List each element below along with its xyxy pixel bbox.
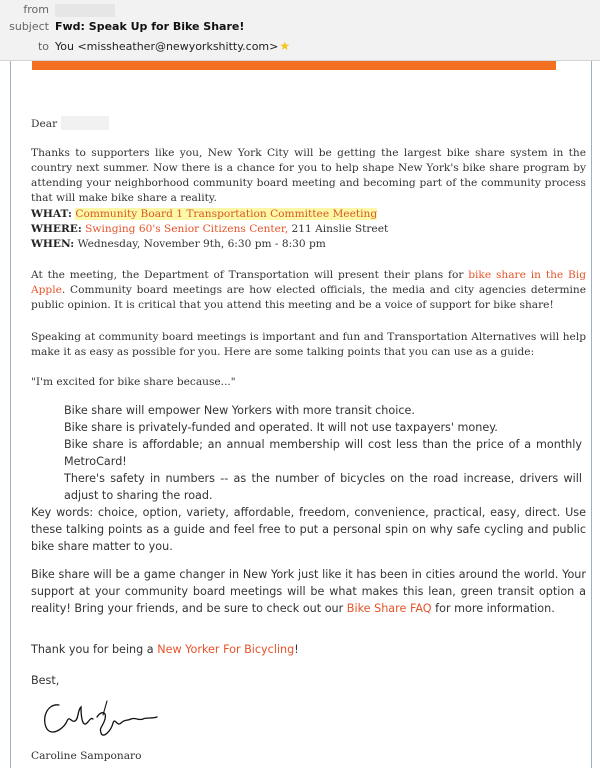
meeting-paragraph [31, 268, 586, 313]
recipient-name-redacted [61, 116, 109, 130]
what-label: WHAT: [31, 208, 72, 220]
list-item: Bike share is affordable; an annual membership will cost less than the price of a monthly MetroCard! [64, 438, 582, 468]
meeting-text-b: . Community board meetings are how elected officials, the media and city agencies determine public opinion. It is critical that you attend this meeting and be a voice of support for bike share! [31, 284, 586, 311]
greeting-text: Dear [31, 118, 58, 130]
thanks-text-b: ! [294, 643, 299, 656]
where-line [31, 222, 586, 237]
when-value: Wednesday, November 9th, 6:30 pm - 8:30 pm [74, 238, 326, 250]
list-item: Bike share will empower New Yorkers with more transit choice. [64, 404, 415, 417]
to-row [0, 36, 290, 56]
new-yorker-for-bicycling-link[interactable]: New Yorker For Bicycling [157, 643, 295, 656]
when-line [31, 237, 586, 252]
subject-text: Fwd: Speak Up for Bike Share! [55, 20, 245, 33]
bike-share-big-apple-link[interactable]: bike share in the Big Apple [31, 269, 586, 296]
handwritten-signature [37, 697, 162, 741]
list-item: Bike share is privately-funded and operated. It will not use taxpayers' money. [64, 421, 498, 434]
when-label: WHEN: [31, 238, 75, 250]
keywords-paragraph: Key words: choice, option, variety, affordable, freedom, convenience, practical, easy, direct. Use these talking points as a guide and feel free to put a personal spin on why safe cycling and public bike share matter to you. [31, 506, 586, 553]
subject-row [0, 17, 244, 37]
venue-link[interactable]: Swinging 60's Senior Citizens Center, [85, 223, 289, 235]
talking-points-list [64, 402, 582, 504]
subject-label: subject [9, 20, 49, 33]
game-changer-text-a: Bike share will be a game changer in New York just like it has been in cities around the world. Your support at your community board meetings will be what makes this lean, green transit option a reality! Bring your friends, and be sure to check out our [31, 568, 586, 615]
signer-name: Caroline Samponaro [31, 750, 142, 762]
speaking-paragraph: Speaking at community board meetings is important and fun and Transportation Alternatives will help make it as easy as possible for you. Here are some talking points that you can use as a guide: [31, 331, 586, 358]
game-changer-paragraph [31, 566, 586, 617]
thanks-text-a: Thank you for being a [31, 643, 158, 656]
list-item: There's safety in numbers -- as the number of bicycles on the road increase, drivers will adjust to sharing the road. [64, 472, 582, 502]
game-changer-text-b: for more information. [431, 602, 555, 615]
where-address: 211 Ainslie Street [288, 223, 389, 235]
star-icon[interactable]: ★ [279, 39, 291, 53]
message-header [0, 0, 600, 61]
where-label: WHERE: [31, 223, 82, 235]
to-label: to [37, 40, 49, 53]
meeting-text-a: At the meeting, the Department of Transportation will present their plans for [31, 269, 469, 281]
action-alert-banner [32, 61, 556, 70]
greeting [31, 116, 586, 132]
bike-share-faq-link[interactable]: Bike Share FAQ [346, 602, 432, 615]
quote-line: "I'm excited for bike share because..." [31, 376, 236, 388]
intro-paragraph: Thanks to supporters like you, New York City will be getting the largest bike share system in the country next summer. Now there is a chance for you to help shape New York's bike share program by attending your neighborhood community board meeting and becoming part of the community process that will make bike share a reality. [31, 147, 586, 204]
from-value-redacted [55, 4, 115, 17]
from-label: from [23, 3, 49, 16]
what-value[interactable]: Community Board 1 Transportation Committee Meeting [75, 208, 378, 220]
event-details [31, 207, 586, 252]
thanks-line [31, 641, 586, 658]
to-address[interactable]: You <missheather@newyorkshitty.com> [55, 40, 279, 53]
what-line [31, 207, 586, 222]
closing: Best, [31, 674, 60, 687]
